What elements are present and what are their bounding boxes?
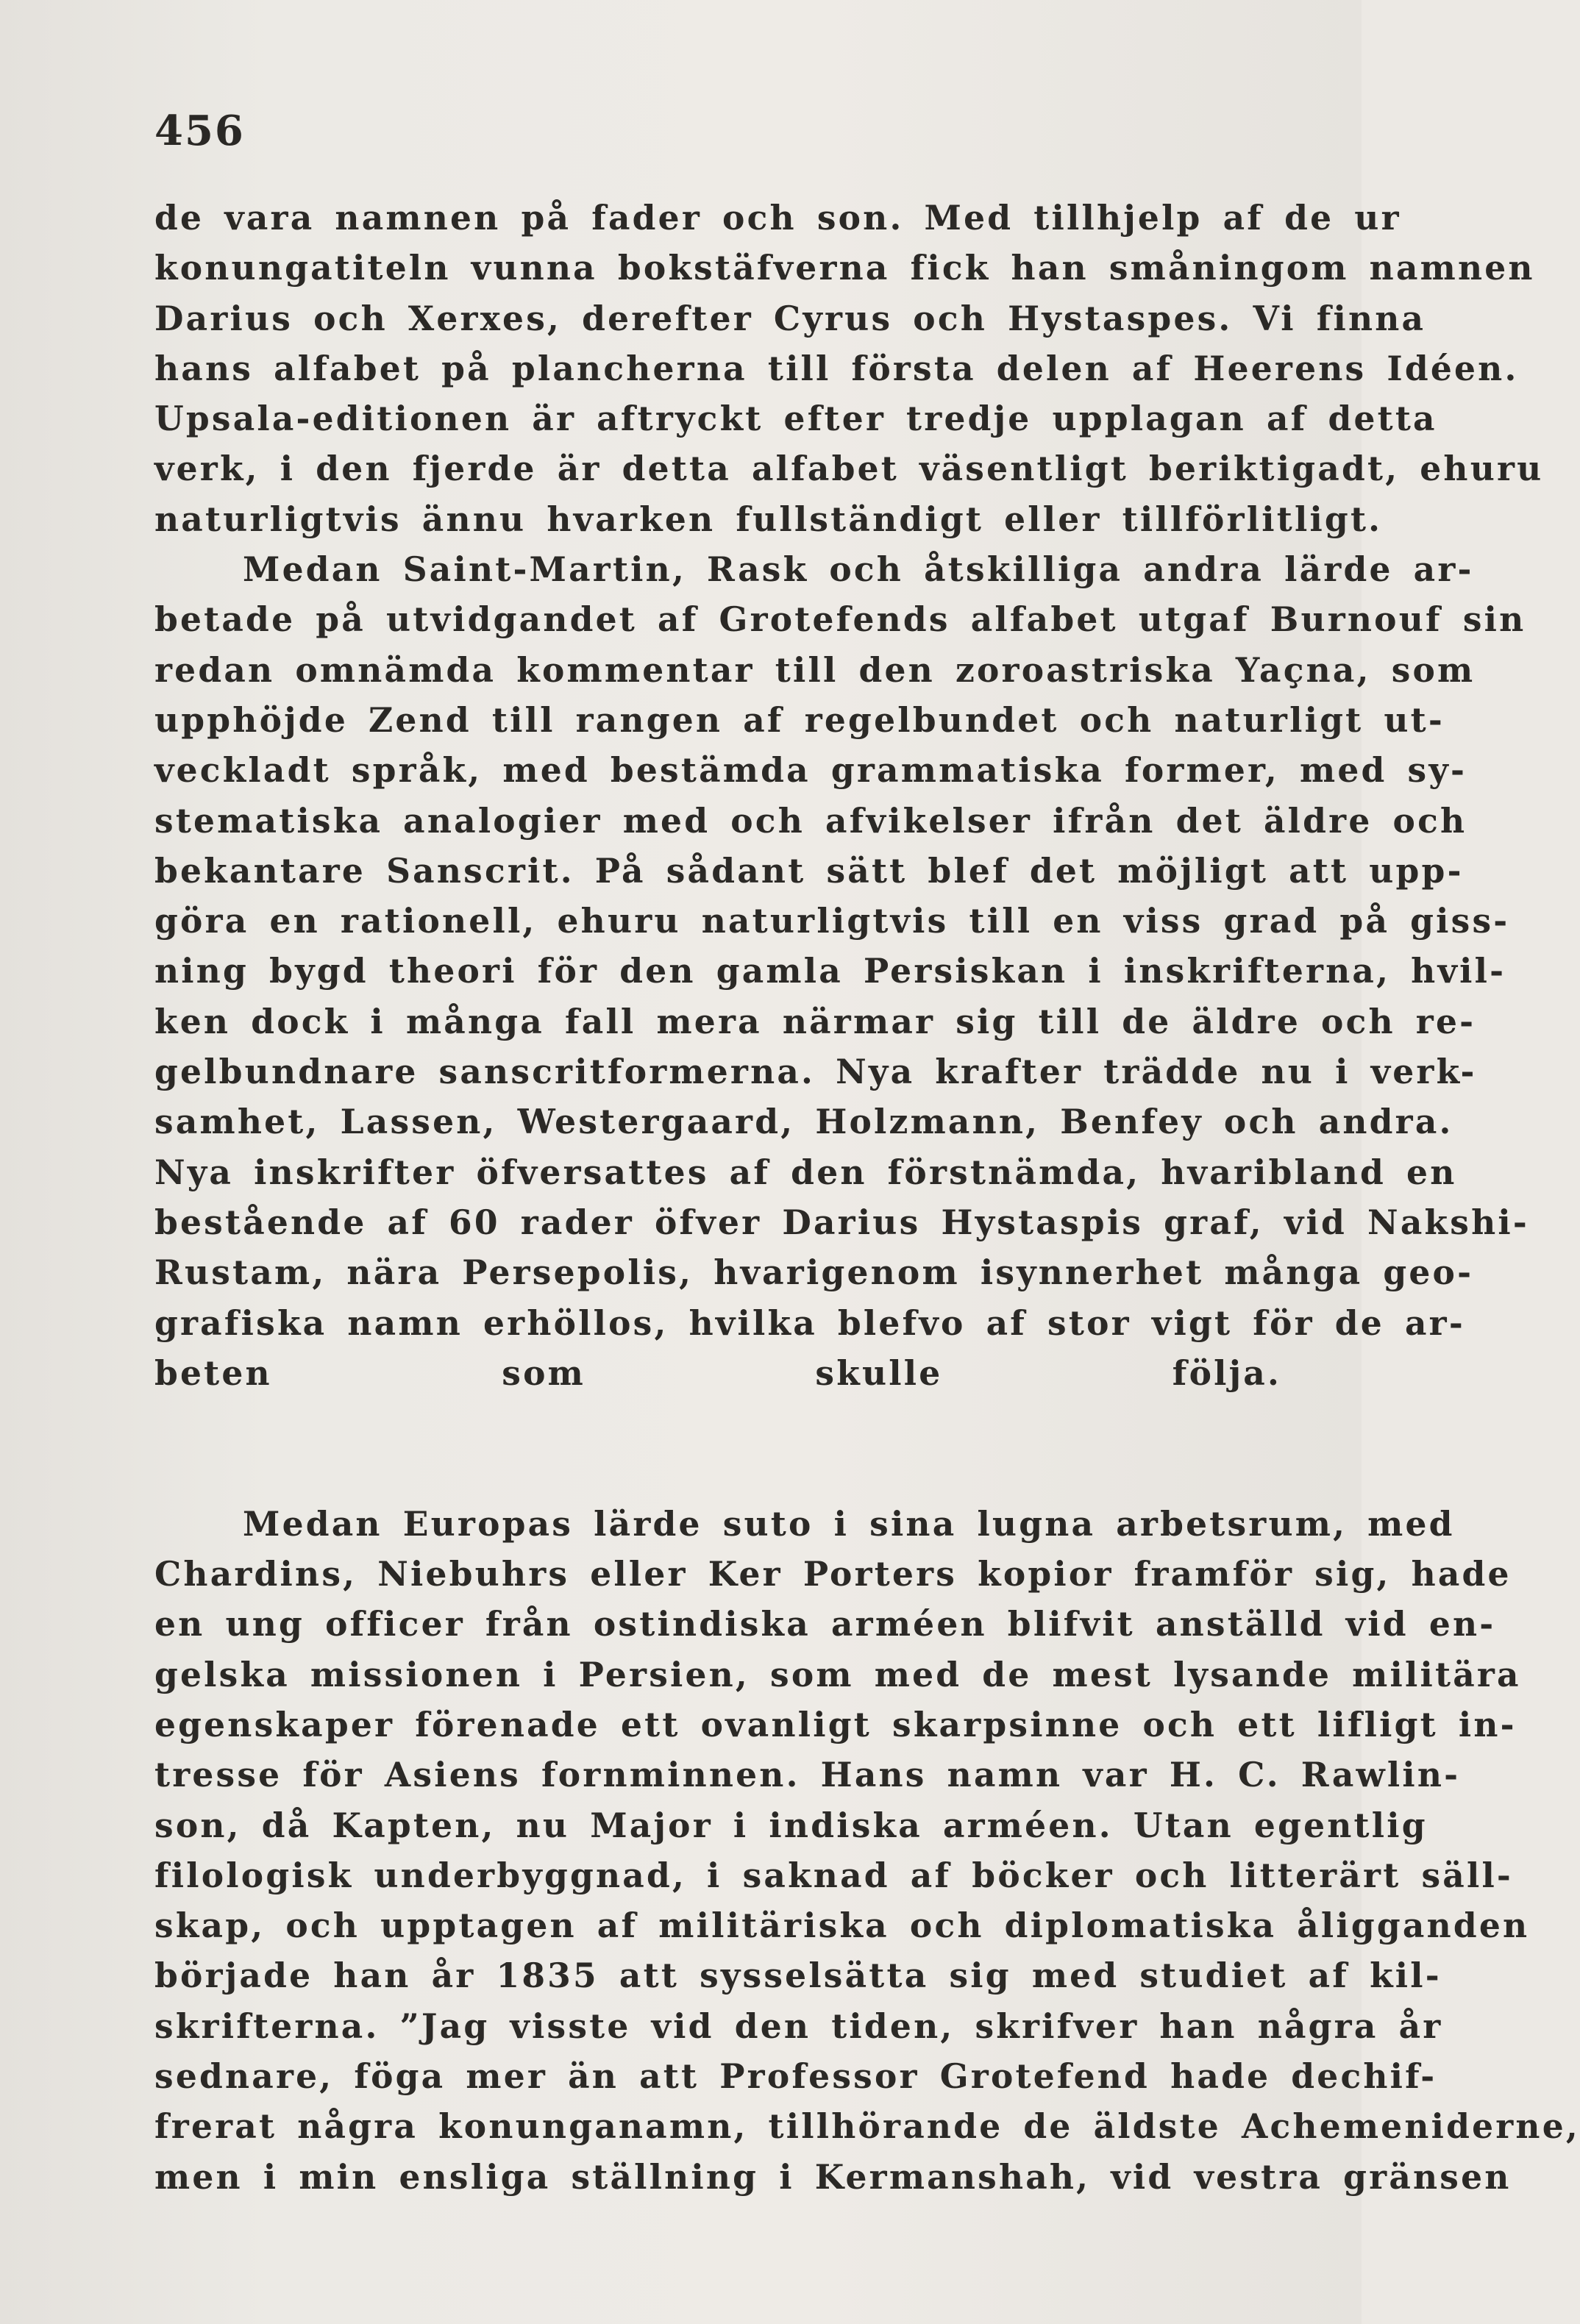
text-line: sednare, föga mer än att Professor Grotefend hade dechif-: [154, 2056, 1437, 2096]
text-line: Nya inskrifter öfversattes af den förstnämda, hvaribland en: [154, 1152, 1457, 1192]
text-line: [154, 1448, 1281, 1498]
text-line: veckladt språk, med bestämda grammatiska former, med sy-: [154, 750, 1467, 791]
text-line: betade på utvidgandet af Grotefends alfabet utgaf Burnouf sin: [154, 599, 1526, 640]
text-line: Darius och Xerxes, derefter Cyrus och Hystaspes. Vi finna: [154, 298, 1426, 338]
text-line: ken dock i många fall mera närmar sig till de äldre och re-: [154, 1001, 1476, 1041]
text-line: Medan Europas lärde suto i sina lugna arbetsrum, med: [243, 1503, 1455, 1544]
text-line: grafiska namn erhöllos, hvilka blefvo af stor vigt för de ar-: [154, 1302, 1465, 1343]
body-text: [154, 193, 1580, 2202]
text-line: började han år 1835 att sysselsätta sig med studiet af kil-: [154, 1956, 1442, 1996]
text-line: bekantare Sanscrit. På sådant sätt blef det möjligt att upp-: [154, 850, 1464, 891]
text-line: verk, i den fjerde är detta alfabet väsentligt beriktigadt, ehuru: [154, 449, 1544, 489]
text-line: ning bygd theori för den gamla Persiskan i inskrifterna, hvil-: [154, 951, 1506, 991]
text-line: de vara namnen på fader och son. Med tillhjelp af de ur: [154, 198, 1401, 238]
text-line: men i min ensliga ställning i Kermanshah, vid vestra gränsen: [154, 2156, 1512, 2197]
text-line: filologisk underbyggnad, i saknad af böcker och litterärt säll-: [154, 1855, 1514, 1895]
text-line: Medan Saint-Martin, Rask och åtskilliga andra lärde ar-: [243, 549, 1474, 590]
text-line: hans alfabet på plancherna till första delen af Heerens Idéen.: [154, 348, 1519, 388]
text-line: konungatiteln vunna bokstäfverna fick han småningom namnen: [154, 248, 1535, 288]
text-line: göra en rationell, ehuru naturligtvis till en viss grad på giss-: [154, 901, 1510, 941]
text-line: frerat några konunganamn, tillhörande de äldste Achemeniderne,: [154, 2106, 1580, 2147]
text-line: egenskaper förenade ett ovanligt skarpsinne och ett lifligt in-: [154, 1704, 1517, 1744]
text-line: stematiska analogier med och afvikelser ifrån det äldre och: [154, 800, 1467, 841]
text-line: skap, och upptagen af militäriska och diplomatiska åligganden: [154, 1906, 1530, 1946]
text-line: samhet, Lassen, Westergaard, Holzmann, Benfey och andra.: [154, 1102, 1453, 1142]
paragraph-1: [154, 193, 1544, 544]
text-line: [154, 1398, 1281, 1448]
text-line: son, då Kapten, nu Major i indiska arméen. Utan egentlig: [154, 1805, 1428, 1845]
text-line: naturligtvis ännu hvarken fullständigt eller tillförlitligt.: [154, 499, 1383, 539]
text-line: tresse för Asiens fornminnen. Hans namn var H. C. Rawlin-: [154, 1755, 1461, 1795]
page-number: 456: [154, 107, 245, 155]
text-line: gelska missionen i Persien, som med de mest lysande militära: [154, 1654, 1521, 1694]
text-line: bestående af 60 rader öfver Darius Hystaspis graf, vid Nakshi-: [154, 1202, 1529, 1242]
text-line: Upsala-editionen är aftryckt efter tredje upplagan af detta: [154, 399, 1437, 439]
text-line: gelbundnare sanscritformerna. Nya krafter trädde nu i verk-: [154, 1052, 1477, 1092]
text-line: upphöjde Zend till rangen af regelbundet och naturligt ut-: [154, 699, 1445, 740]
text-line: Rustam, nära Persepolis, hvarigenom isynnerhet många geo-: [154, 1252, 1474, 1293]
paragraph-3: [154, 1499, 1580, 2202]
text-line: Chardins, Niebuhrs eller Ker Porters kopior framför sig, hade: [154, 1554, 1512, 1594]
text-line: redan omnämda kommentar till den zoroastriska Yaçna, som: [154, 649, 1476, 690]
text-line: en ung officer från ostindiska arméen blifvit anställd vid en-: [154, 1604, 1496, 1644]
paragraph-2: [154, 544, 1529, 1499]
text-line: skrifterna. ”Jag visste vid den tiden, skrifver han några år: [154, 2006, 1443, 2046]
text-line: beten som skulle följa.: [154, 1352, 1281, 1393]
